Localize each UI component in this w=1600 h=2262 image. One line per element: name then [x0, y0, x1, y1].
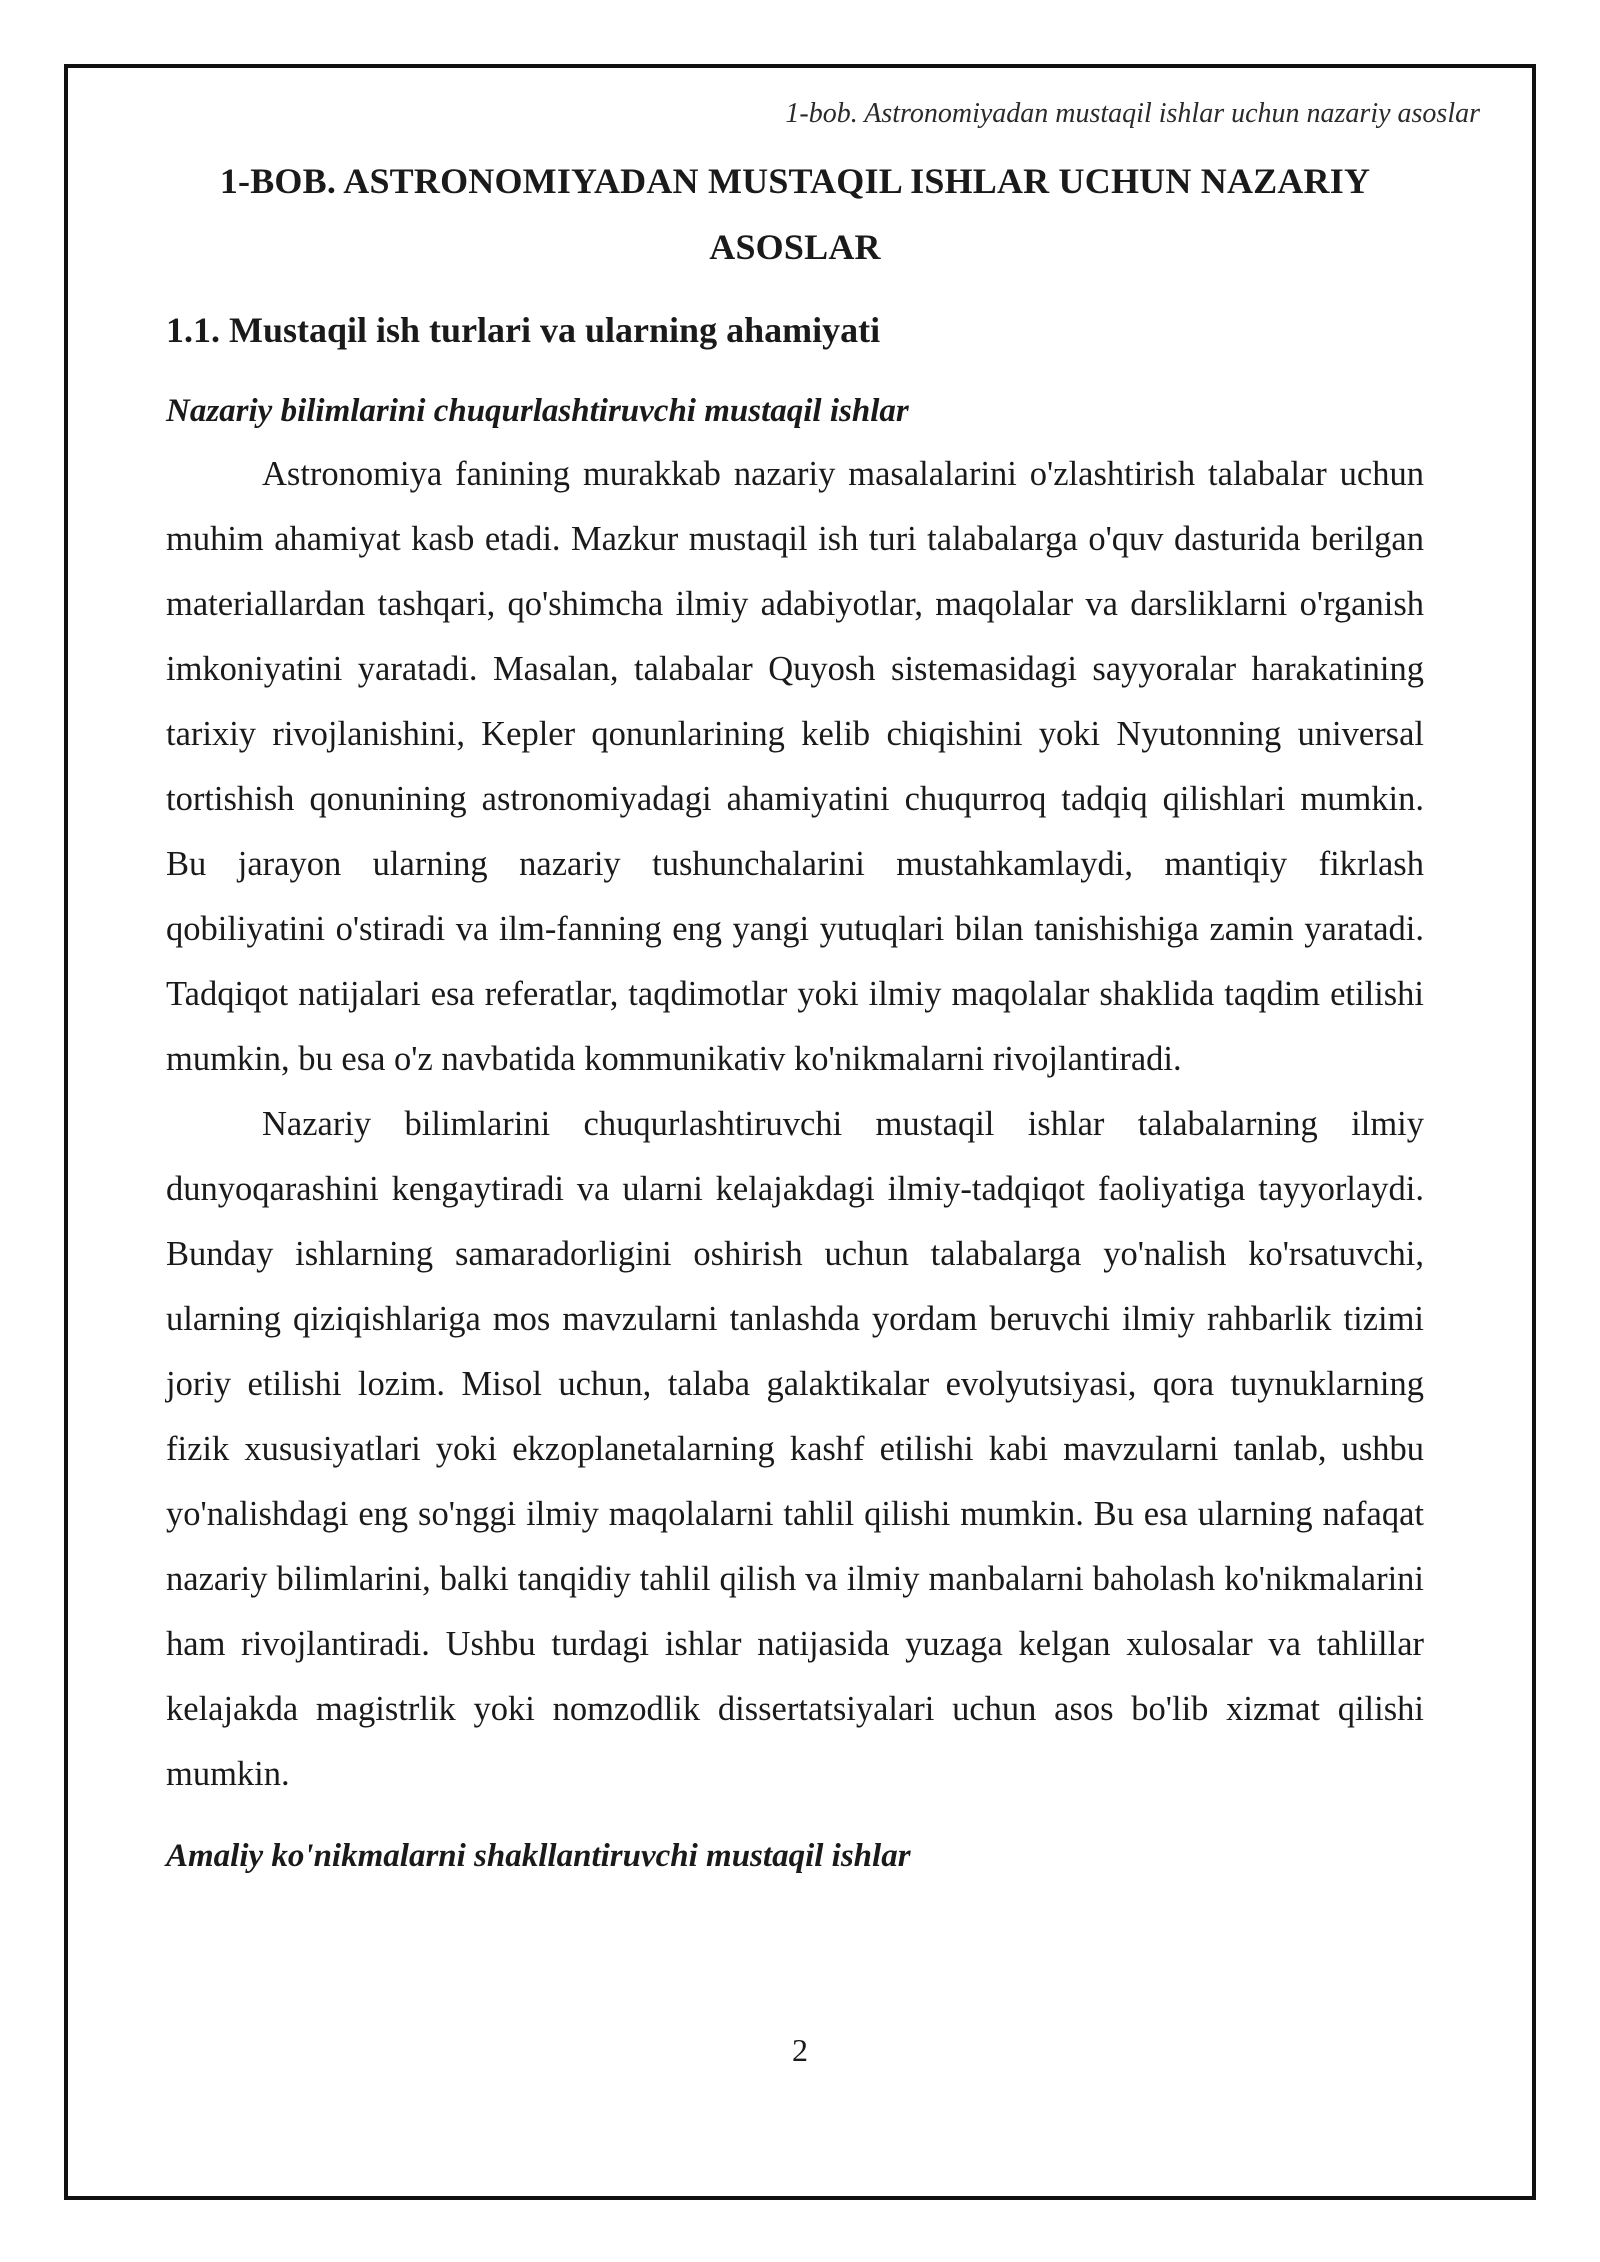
paragraph: Nazariy bilimlarini chuqurlashtiruvchi mustaqil ishlar talabalarning ilmiy dunyoqarashini kengaytiradi va ularni kelajakdagi ilmiy-tadqiqot faoliyatiga tayyorlaydi. Bunday ishlarning samaradorligini oshirish uchun talabalarga yo'nalish ko'rsatuvchi, ularning qiziqishlariga mos mavzularni tanlashda yordam beruvchi ilmiy rahbarlik tizimi joriy etilishi lozim. Misol uchun, talaba galaktikalar evolyutsiyasi, qora tuynuklarning fizik xususiyatlari yoki ekzoplanetalarning kashf etilishi kabi mavzularni tanlab, ushbu yo'nalishdagi eng so'nggi ilmiy maqolalarni tahlil qilishi mumkin. Bu esa ularning nafaqat nazariy bilimlarini, balki tanqidiy tahlil qilish va ilmiy manbalarni baholash ko'nikmalarini ham rivojlantiradi. Ushbu turdagi ishlar natijasida yuzaga kelgan xulosalar va tahlillar kelajakda magistrlik yoki nomzodlik dissertatsiyalari uchun asos bo'lib xizmat qilishi mumkin. — [166, 1105, 1424, 1793]
section-title: 1.1. Mustaqil ish turlari va ularning ahamiyati — [166, 310, 881, 350]
page-number: 2 — [792, 2032, 808, 2068]
running-header: 1-bob. Astronomiyadan mustaqil ishlar uchun nazariy asoslar — [785, 98, 1480, 129]
paragraph: Astronomiya fanining murakkab nazariy masalalarini o'zlashtirish talabalar uchun muhim ahamiyat kasb etadi. Mazkur mustaqil ish turi talabalarga o'quv dasturida berilgan materiallardan tashqari, qo'shimcha ilmiy adabiyotlar, maqolalar va darsliklarni o'rganish imkoniyatini yaratadi. Masalan, talabalar Quyosh sistemasidagi sayyoralar harakatining tarixiy rivojlanishini, Kepler qonunlarining kelib chiqishini yoki Nyutonning universal tortishish qonunining astronomiyadagi ahamiyatini chuqurroq tadqiq qilishlari mumkin. Bu jarayon ularning nazariy tushunchalarini mustahkamlaydi, mantiqiy fikrlash qobiliyatini o'stiradi va ilm-fanning eng yangi yutuqlari bilan tanishishiga zamin yaratadi. Tadqiqot natijalari esa referatlar, taqdimotlar yoki ilmiy maqolalar shaklida taqdim etilishi mumkin, bu esa o'z navbatida kommunikativ ko'nikmalarni rivojlantiradi. — [166, 455, 1424, 1078]
subsection-title-practice: Amaliy ko'nikmalarni shakllantiruvchi mustaqil ishlar — [166, 1838, 911, 1874]
chapter-title: 1-BOB. ASTRONOMIYADAN MUSTAQIL ISHLAR UCHUN NAZARIY ASOSLAR — [219, 161, 1371, 267]
subsection-title-theory: Nazariy bilimlarini chuqurlashtiruvchi mustaqil ishlar — [166, 393, 909, 429]
page-content — [166, 148, 1424, 1887]
